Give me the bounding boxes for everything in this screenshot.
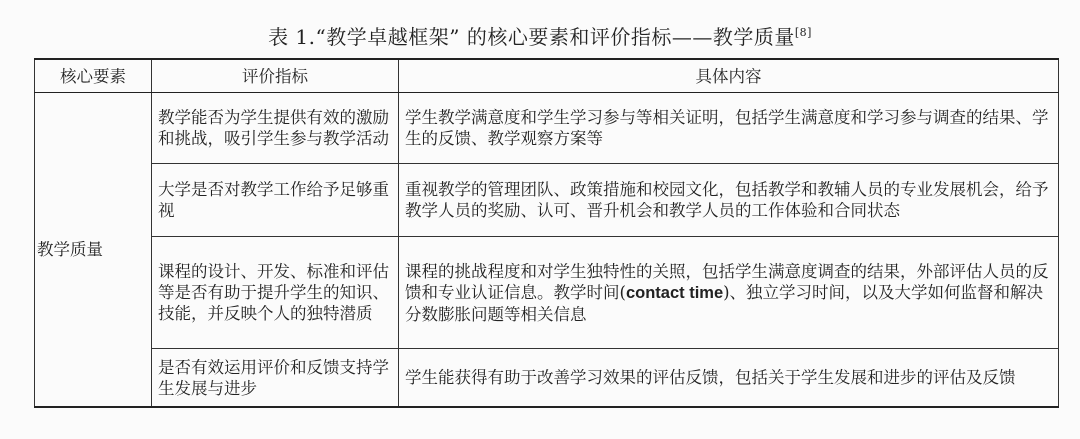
content-english-term: contact time: [625, 283, 724, 302]
table-row: [35, 93, 1059, 164]
indicator-cell: 课程的设计、开发、标准和评估等是否有助于提升学生的知识、技能，并反映个人的独特潜质: [152, 237, 399, 349]
table-row: [35, 349, 1059, 408]
table-header-row: [35, 59, 1059, 93]
header-indicator: 评价指标: [152, 59, 399, 93]
caption-text: 表 1.“教学卓越框架” 的核心要素和评价指标——教学质量: [268, 25, 795, 49]
content-cell: 学生教学满意度和学生学习参与等相关证明，包括学生满意度和学习参与调查的结果、学生的反馈、教学观察方案等: [399, 93, 1059, 164]
indicator-cell: 教学能否为学生提供有效的激励和挑战，吸引学生参与教学活动: [152, 93, 399, 164]
content-text-part: )、独立学习时间，以及大学如何监督和解决分数膨胀问题等相关信息: [405, 282, 1044, 324]
table-row: [35, 164, 1059, 237]
core-element-cell: 教学质量: [35, 93, 152, 408]
table-row: [35, 237, 1059, 349]
evaluation-table: [34, 58, 1059, 408]
caption-reference: [8]: [794, 26, 812, 39]
indicator-cell: 大学是否对教学工作给予足够重视: [152, 164, 399, 237]
header-content: 具体内容: [399, 59, 1059, 93]
content-cell: 学生能获得有助于改善学习效果的评估反馈，包括关于学生发展和进步的评估及反馈: [399, 349, 1059, 408]
indicator-cell: 是否有效运用评价和反馈支持学生发展与进步: [152, 349, 399, 408]
table-caption: [0, 22, 1080, 52]
content-text-part: 课程的挑战程度和对学生独特性的关照，包括学生满意度调查的结果，外部评估人员的反馈和专业认证信息。教学时间(: [405, 261, 1049, 302]
content-cell: [399, 237, 1059, 349]
content-cell: 重视教学的管理团队、政策措施和校园文化，包括教学和教辅人员的专业发展机会，给予教学人员的奖励、认可、晋升机会和教学人员的工作体验和合同状态: [399, 164, 1059, 237]
header-core-element: 核心要素: [35, 59, 152, 93]
